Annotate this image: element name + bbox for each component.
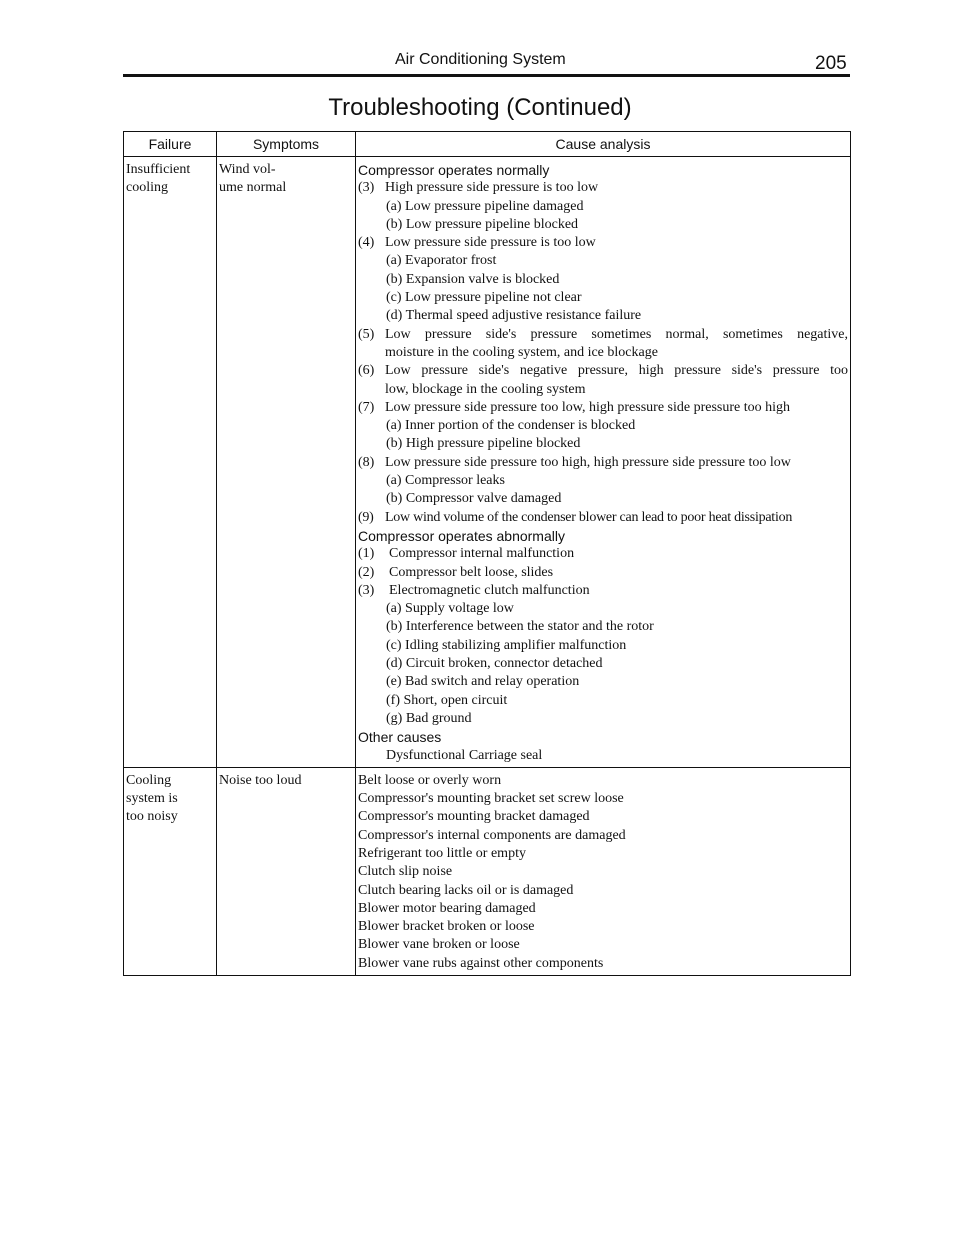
cause-item: Blower bracket broken or loose: [358, 919, 535, 935]
cause-subitem: (a) Inner portion of the condenser is blocked: [386, 418, 636, 434]
cause-item: Compressor's mounting bracket damaged: [358, 809, 590, 825]
cause-item: (8) Low pressure side pressure too high, high pressure side pressure too low: [358, 454, 791, 470]
column-header-failure: Failure: [124, 132, 217, 157]
table-row: [124, 157, 851, 768]
column-header-cause-analysis: Cause analysis: [356, 132, 851, 157]
failure-text: Insufficient: [126, 162, 191, 177]
cause-item: (2) Compressor belt loose, slides: [358, 564, 554, 580]
failure-cell: [124, 767, 217, 975]
table-header-row: [124, 132, 851, 157]
cause-item: Compressor's mounting bracket set screw loose: [358, 791, 624, 807]
page-title: Troubleshooting (Continued): [328, 94, 632, 121]
cause-subitem: (d) Circuit broken, connector detached: [386, 656, 603, 672]
failure-text: too noisy: [126, 809, 178, 825]
cause-item: (9) Low wind volume of the condenser blower can lead to poor heat dissipation: [358, 509, 793, 525]
page-number: 205: [815, 53, 847, 74]
cause-subitem: (a) Low pressure pipeline damaged: [386, 198, 584, 214]
cause-item: Clutch slip noise: [358, 864, 453, 880]
running-header-title: Air Conditioning System: [395, 51, 566, 68]
troubleshooting-table: [123, 131, 851, 976]
cause-subitem: (f) Short, open circuit: [386, 692, 508, 708]
cause-subitem: (b) Expansion valve is blocked: [386, 271, 560, 287]
cause-item: Clutch bearing lacks oil or is damaged: [358, 882, 574, 898]
symptoms-cell: [217, 157, 356, 768]
cause-subitem: (b) Interference between the stator and the rotor: [386, 619, 654, 635]
section-heading: Compressor operates normally: [358, 162, 550, 178]
cause-subitem: (a) Supply voltage low: [386, 601, 514, 617]
cause-subitem: (c) Idling stabilizing amplifier malfunction: [386, 637, 627, 653]
failure-text: Cooling: [126, 772, 172, 788]
symptom-text: Wind vol-: [219, 162, 276, 177]
symptom-text: ume normal: [219, 180, 287, 196]
cause-item: Compressor's internal components are damaged: [358, 827, 626, 843]
cause-subitem: (a) Compressor leaks: [386, 473, 505, 489]
cause-analysis-cell: [356, 767, 851, 975]
symptom-text: Noise too loud: [219, 772, 302, 788]
column-header-symptoms: Symptoms: [217, 132, 356, 157]
cause-item: (6) Low pressure side's negative pressure, high pressure side's pressure too low, blockage in the cooling system: [358, 363, 848, 397]
cause-subitem: (b) Compressor valve damaged: [386, 491, 562, 507]
cause-subitem: Dysfunctional Carriage seal: [386, 747, 543, 763]
failure-cell: [124, 157, 217, 768]
cause-subitem: (e) Bad switch and relay operation: [386, 674, 580, 690]
cause-subitem: (b) Low pressure pipeline blocked: [386, 216, 579, 232]
cause-item: (1) Compressor internal malfunction: [358, 546, 575, 562]
failure-text: cooling: [126, 180, 168, 196]
cause-subitem: (c) Low pressure pipeline not clear: [386, 290, 582, 306]
cause-item: (3) Electromagnetic clutch malfunction: [358, 582, 590, 598]
cause-subitem: (d) Thermal speed adjustive resistance failure: [386, 308, 642, 324]
cause-analysis-cell: [356, 157, 851, 768]
header-divider: [123, 74, 850, 77]
symptoms-cell: [217, 767, 356, 975]
cause-subitem: (b) High pressure pipeline blocked: [386, 436, 581, 452]
cause-item: Refrigerant too little or empty: [358, 845, 526, 861]
cause-item: (3) High pressure side pressure is too low: [358, 180, 599, 196]
cause-item: (7) Low pressure side pressure too low, high pressure side pressure too high: [358, 399, 791, 415]
cause-item: (4) Low pressure side pressure is too low: [358, 235, 596, 251]
failure-text: system is: [126, 791, 178, 807]
cause-item: Blower vane broken or loose: [358, 937, 520, 953]
cause-item: Blower motor bearing damaged: [358, 900, 536, 916]
cause-item: Blower vane rubs against other components: [358, 955, 604, 971]
table-row: [124, 767, 851, 975]
cause-subitem: (a) Evaporator frost: [386, 253, 497, 269]
cause-subitem: (g) Bad ground: [386, 710, 472, 726]
section-heading: Other causes: [358, 729, 442, 746]
section-heading: Compressor operates abnormally: [358, 527, 565, 544]
cause-item: Belt loose or overly worn: [358, 772, 502, 788]
cause-item: (5) Low pressure side's pressure sometimes normal, sometimes negative, moisture in the cooling system, and ice blockage: [358, 326, 848, 360]
